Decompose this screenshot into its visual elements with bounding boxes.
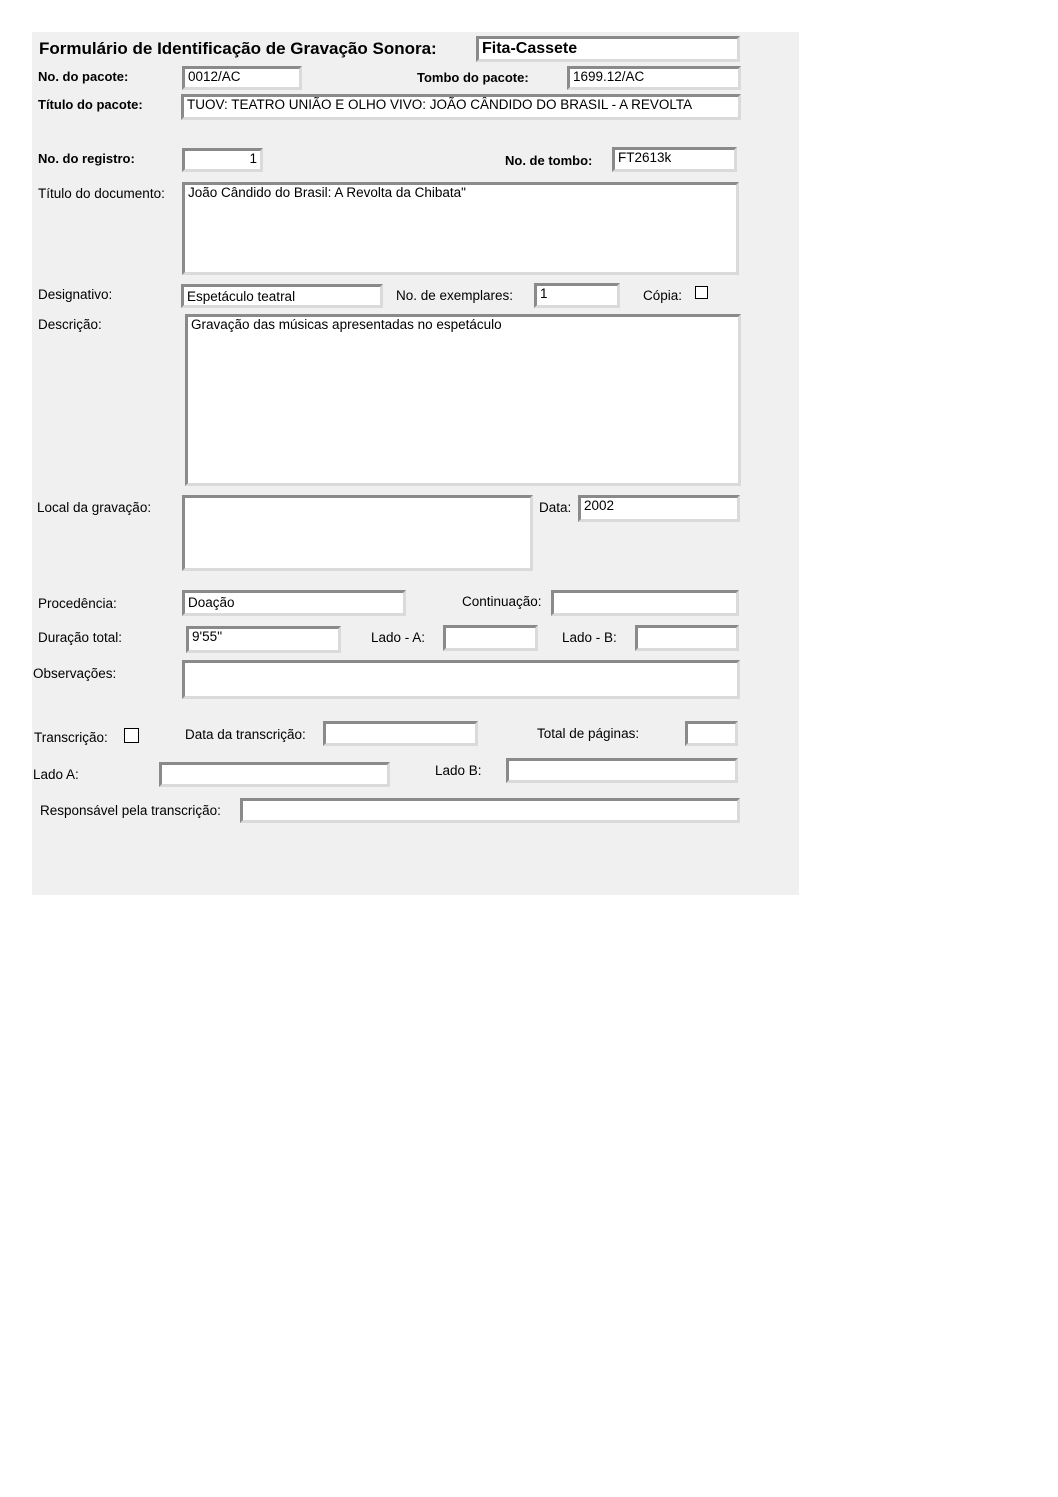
side-b-duration-field[interactable] <box>635 625 739 651</box>
transcription-responsible-field[interactable] <box>240 798 740 823</box>
continuation-field[interactable] <box>551 590 739 616</box>
side-b-duration-label: Lado - B: <box>562 630 617 645</box>
total-pages-label: Total de páginas: <box>537 726 640 741</box>
copies-label: No. de exemplares: <box>396 288 514 303</box>
observations-label: Observações: <box>33 666 117 681</box>
transcription-side-a-label: Lado A: <box>33 767 79 782</box>
date-field[interactable]: 2002 <box>578 495 740 522</box>
document-title-label: Título do documento: <box>38 186 165 201</box>
package-title-field[interactable]: TUOV: TEATRO UNIÃO E OLHO VIVO: JOÃO CÂNDIDO DO BRASIL - A REVOLTA <box>181 94 741 120</box>
package-tombo-label: Tombo do pacote: <box>417 70 529 85</box>
tombo-number-label: No. de tombo: <box>505 153 593 168</box>
description-label: Descrição: <box>38 317 102 332</box>
package-number-field[interactable]: 0012/AC <box>182 66 302 90</box>
form-title: Formulário de Identificação de Gravação Sonora: <box>39 39 437 58</box>
copy-label: Cópia: <box>643 288 683 303</box>
recording-location-field[interactable] <box>182 495 533 571</box>
designativo-field[interactable]: Espetáculo teatral <box>181 284 383 308</box>
transcription-checkbox[interactable] <box>124 728 139 743</box>
transcription-label: Transcrição: <box>34 730 108 745</box>
side-a-duration-field[interactable] <box>443 625 538 651</box>
transcription-side-b-field[interactable] <box>506 758 738 783</box>
transcription-date-label: Data da transcrição: <box>185 727 306 742</box>
record-number-label: No. do registro: <box>38 151 135 166</box>
copies-field[interactable]: 1 <box>534 283 620 308</box>
total-duration-label: Duração total: <box>38 630 123 645</box>
package-number-label: No. do pacote: <box>38 69 129 84</box>
record-number-field[interactable]: 1 <box>182 148 263 172</box>
package-tombo-field[interactable]: 1699.12/AC <box>567 66 741 90</box>
transcription-date-field[interactable] <box>323 721 478 746</box>
document-title-field[interactable]: João Cândido do Brasil: A Revolta da Chibata" <box>182 182 739 275</box>
total-pages-field[interactable] <box>685 721 738 746</box>
observations-field[interactable] <box>182 660 740 699</box>
provenance-label: Procedência: <box>38 596 117 611</box>
recording-location-label: Local da gravação: <box>37 500 152 515</box>
tombo-number-field[interactable]: FT2613k <box>612 147 737 172</box>
total-duration-field[interactable]: 9'55'' <box>186 626 341 653</box>
designativo-label: Designativo: <box>38 287 113 302</box>
date-label: Data: <box>539 500 572 515</box>
package-title-label: Título do pacote: <box>38 97 143 112</box>
transcription-responsible-label: Responsável pela transcrição: <box>40 803 221 818</box>
sound-recording-form <box>32 32 799 895</box>
side-a-duration-label: Lado - A: <box>371 630 426 645</box>
transcription-side-b-label: Lado B: <box>435 763 482 778</box>
media-type-field[interactable]: Fita-Cassete <box>476 36 740 62</box>
copy-checkbox[interactable] <box>695 286 708 299</box>
continuation-label: Continuação: <box>462 594 542 609</box>
provenance-field[interactable]: Doação <box>182 590 406 616</box>
transcription-side-a-field[interactable] <box>159 762 390 787</box>
description-field[interactable]: Gravação das músicas apresentadas no espetáculo <box>185 314 741 486</box>
